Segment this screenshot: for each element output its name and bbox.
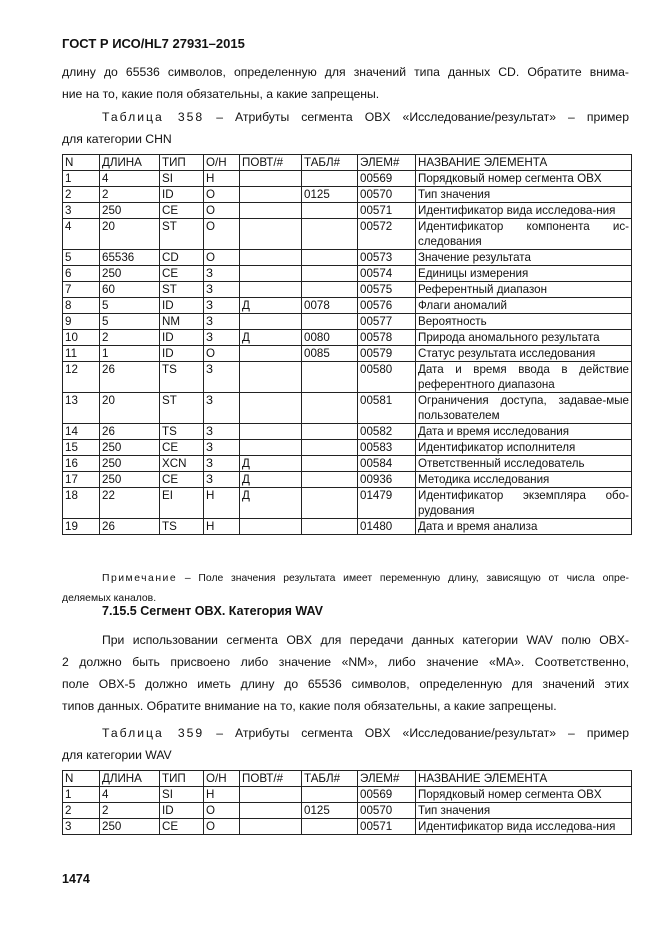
table-cell: [302, 171, 358, 187]
table-cell: 00936: [358, 472, 416, 488]
table-cell: [302, 519, 358, 535]
table-cell: 00571: [358, 203, 416, 219]
table-row: [63, 314, 632, 330]
table-row: [63, 346, 632, 362]
table-row: [63, 298, 632, 314]
table-cell: [240, 282, 302, 298]
table-cell: 3: [63, 819, 100, 835]
table-cell: О: [204, 346, 240, 362]
column-header: N: [63, 771, 100, 787]
table-cell: 0078: [302, 298, 358, 314]
table-cell: О: [204, 203, 240, 219]
table-cell: О: [204, 250, 240, 266]
table-cell: EI: [160, 488, 204, 519]
table-cell: Д: [240, 472, 302, 488]
table-header-row: [63, 771, 632, 787]
table-cell: 1: [100, 346, 160, 362]
table-cell: Порядковый номер сегмента OBX: [416, 787, 632, 803]
table-cell: 5: [100, 298, 160, 314]
table-cell: [302, 362, 358, 393]
table-cell: 20: [100, 219, 160, 250]
intro-line-1: длину до 65536 символов, определенную для значений типа данных CD. Обратите внима-: [62, 65, 629, 79]
table-cell: З: [204, 362, 240, 393]
table-cell: [302, 472, 358, 488]
table-cell: ID: [160, 346, 204, 362]
table-cell: [240, 393, 302, 424]
table-cell: Единицы измерения: [416, 266, 632, 282]
table-cell: [302, 250, 358, 266]
table-cell: 4: [100, 787, 160, 803]
table-cell: 00582: [358, 424, 416, 440]
table-cell: Дата и время исследования: [416, 424, 632, 440]
table-cell: 2: [63, 187, 100, 203]
table-cell: [240, 250, 302, 266]
table-cell: З: [204, 424, 240, 440]
table-cell: 15: [63, 440, 100, 456]
column-header: ПОВТ/#: [240, 771, 302, 787]
table-row: [63, 219, 632, 250]
table-cell: [240, 519, 302, 535]
table-cell: [240, 171, 302, 187]
table-row: [63, 250, 632, 266]
table-359-title: – Атрибуты сегмента OBX «Исследование/результат» – пример: [204, 726, 629, 740]
table-359: [62, 770, 632, 835]
table-cell: Д: [240, 298, 302, 314]
table-cell: [240, 203, 302, 219]
table-row: [63, 330, 632, 346]
table-cell: 11: [63, 346, 100, 362]
table-cell: TS: [160, 519, 204, 535]
table-cell: 00579: [358, 346, 416, 362]
table-cell: О: [204, 803, 240, 819]
table-cell: [240, 819, 302, 835]
table-cell: 2: [100, 330, 160, 346]
table-cell: 00570: [358, 803, 416, 819]
table-cell: [302, 266, 358, 282]
column-header: N: [63, 155, 100, 171]
table-cell: 14: [63, 424, 100, 440]
table-cell: ST: [160, 393, 204, 424]
table-359-caption-line2: для категории WAV: [62, 748, 172, 762]
table-cell: 00581: [358, 393, 416, 424]
table-cell: [302, 393, 358, 424]
column-header: ДЛИНА: [100, 155, 160, 171]
table-cell: 2: [63, 803, 100, 819]
table-cell: 250: [100, 819, 160, 835]
document-header: ГОСТ Р ИСО/HL7 27931–2015: [62, 36, 245, 51]
body-line-1: При использовании сегмента OBX для передачи данных категории WAV полю OBX-: [102, 633, 629, 647]
table-cell: Статус результата исследования: [416, 346, 632, 362]
table-row: [63, 362, 632, 393]
column-header: О/Н: [204, 155, 240, 171]
table-cell: З: [204, 440, 240, 456]
table-cell: CE: [160, 440, 204, 456]
column-header: О/Н: [204, 771, 240, 787]
intro-line-2: ние на то, какие поля обязательны, а какие запрещены.: [62, 87, 380, 101]
table-cell: 19: [63, 519, 100, 535]
column-header: ЭЛЕМ#: [358, 771, 416, 787]
table-cell: 16: [63, 456, 100, 472]
table-cell: 17: [63, 472, 100, 488]
table-cell: 00578: [358, 330, 416, 346]
table-cell: [240, 346, 302, 362]
table-cell: CE: [160, 472, 204, 488]
table-cell: [302, 819, 358, 835]
table-cell: Идентификатор вида исследова-ния: [416, 819, 632, 835]
intro-paragraph: [62, 61, 629, 105]
table-cell: Д: [240, 488, 302, 519]
table-cell: 2: [100, 187, 160, 203]
table-cell: 4: [63, 219, 100, 250]
table-cell: 65536: [100, 250, 160, 266]
table-cell: 8: [63, 298, 100, 314]
table-cell: 250: [100, 203, 160, 219]
table-cell: Идентификатор компонента ис-следования: [416, 219, 632, 250]
table-row: [63, 171, 632, 187]
table-cell: Референтный диапазон: [416, 282, 632, 298]
table-cell: Н: [204, 519, 240, 535]
table-cell: Идентификатор исполнителя: [416, 440, 632, 456]
table-cell: Ограничения доступа, задавае-мые пользователем: [416, 393, 632, 424]
column-header: ДЛИНА: [100, 771, 160, 787]
table-cell: Н: [204, 787, 240, 803]
table-358-caption-line2: для категории CHN: [62, 132, 172, 146]
table-cell: 2: [100, 803, 160, 819]
column-header: ЭЛЕМ#: [358, 155, 416, 171]
table-cell: [302, 203, 358, 219]
table-cell: 5: [63, 250, 100, 266]
table-cell: [302, 314, 358, 330]
note-label: Примечание: [102, 573, 178, 584]
table-cell: 250: [100, 456, 160, 472]
table-cell: 0080: [302, 330, 358, 346]
table-cell: NM: [160, 314, 204, 330]
table-cell: 0125: [302, 187, 358, 203]
table-359-label: Таблица 359: [102, 726, 205, 740]
table-cell: [240, 314, 302, 330]
table-cell: CE: [160, 819, 204, 835]
table-row: [63, 203, 632, 219]
table-358-title: – Атрибуты сегмента OBX «Исследование/результат» – пример: [204, 110, 629, 124]
table-row: [63, 519, 632, 535]
table-cell: [302, 456, 358, 472]
table-cell: Н: [204, 488, 240, 519]
table-cell: З: [204, 314, 240, 330]
table-row: [63, 440, 632, 456]
table-cell: 00569: [358, 787, 416, 803]
table-cell: Флаги аномалий: [416, 298, 632, 314]
table-cell: ST: [160, 282, 204, 298]
table-cell: 00571: [358, 819, 416, 835]
table-cell: 18: [63, 488, 100, 519]
table-cell: Дата и время ввода в действие референтного диапазона: [416, 362, 632, 393]
table-cell: О: [204, 219, 240, 250]
table-358-label: Таблица 358: [102, 110, 205, 124]
table-cell: З: [204, 393, 240, 424]
table-cell: [302, 219, 358, 250]
table-cell: 00583: [358, 440, 416, 456]
table-cell: З: [204, 472, 240, 488]
table-cell: 01479: [358, 488, 416, 519]
table-cell: 1: [63, 787, 100, 803]
table-row: [63, 819, 632, 835]
table-cell: CE: [160, 266, 204, 282]
table-row: [63, 266, 632, 282]
table-cell: TS: [160, 424, 204, 440]
table-cell: [240, 424, 302, 440]
table-cell: Д: [240, 456, 302, 472]
table-row: [63, 424, 632, 440]
table-cell: 9: [63, 314, 100, 330]
table-cell: З: [204, 298, 240, 314]
table-cell: 250: [100, 440, 160, 456]
table-cell: З: [204, 456, 240, 472]
table-cell: [302, 282, 358, 298]
table-cell: О: [204, 187, 240, 203]
table-cell: ID: [160, 187, 204, 203]
table-cell: 12: [63, 362, 100, 393]
section-title: 7.15.5 Сегмент OBX. Категория WAV: [102, 604, 323, 618]
table-cell: ID: [160, 298, 204, 314]
table-cell: [302, 424, 358, 440]
table-cell: SI: [160, 787, 204, 803]
table-cell: TS: [160, 362, 204, 393]
table-cell: 0125: [302, 803, 358, 819]
table-cell: 01480: [358, 519, 416, 535]
table-cell: 22: [100, 488, 160, 519]
table-cell: З: [204, 266, 240, 282]
table-cell: З: [204, 282, 240, 298]
table-cell: [240, 362, 302, 393]
table-cell: З: [204, 330, 240, 346]
table-note: [62, 569, 629, 609]
table-cell: 00574: [358, 266, 416, 282]
table-cell: 00570: [358, 187, 416, 203]
table-header-row: [63, 155, 632, 171]
table-cell: ID: [160, 330, 204, 346]
table-cell: [240, 266, 302, 282]
column-header: ТИП: [160, 155, 204, 171]
table-row: [63, 488, 632, 519]
note-text: – Поле значения результата имеет переменную длину, зависящую от числа опре-: [177, 573, 629, 584]
table-cell: 7: [63, 282, 100, 298]
table-cell: Идентификатор вида исследова-ния: [416, 203, 632, 219]
table-cell: 00572: [358, 219, 416, 250]
body-line-4: типов данных. Обратите внимание на то, какие поля обязательны, а какие запрещены.: [62, 699, 557, 713]
table-cell: Вероятность: [416, 314, 632, 330]
column-header: ТАБЛ#: [302, 155, 358, 171]
table-cell: 26: [100, 362, 160, 393]
table-cell: Порядковый номер сегмента OBX: [416, 171, 632, 187]
table-row: [63, 456, 632, 472]
column-header: ТАБЛ#: [302, 771, 358, 787]
table-cell: 5: [100, 314, 160, 330]
table-row: [63, 393, 632, 424]
table-cell: 20: [100, 393, 160, 424]
table-cell: [302, 488, 358, 519]
table-cell: 00576: [358, 298, 416, 314]
table-cell: Д: [240, 330, 302, 346]
table-cell: 10: [63, 330, 100, 346]
table-row: [63, 282, 632, 298]
table-row: [63, 472, 632, 488]
table-cell: 00584: [358, 456, 416, 472]
table-cell: 00575: [358, 282, 416, 298]
table-cell: 4: [100, 171, 160, 187]
table-cell: 60: [100, 282, 160, 298]
table-cell: Дата и время анализа: [416, 519, 632, 535]
table-cell: Ответственный исследователь: [416, 456, 632, 472]
table-cell: [240, 803, 302, 819]
table-cell: 00580: [358, 362, 416, 393]
table-cell: CD: [160, 250, 204, 266]
table-cell: Методика исследования: [416, 472, 632, 488]
table-cell: [240, 187, 302, 203]
table-cell: ID: [160, 803, 204, 819]
table-cell: 00569: [358, 171, 416, 187]
table-359-caption: [62, 722, 629, 766]
table-cell: 250: [100, 472, 160, 488]
table-cell: 250: [100, 266, 160, 282]
body-line-2: 2 должно быть присвоено либо значение «NM», либо значение «MA». Соответственно,: [62, 655, 629, 669]
table-cell: [302, 440, 358, 456]
table-cell: Природа аномального результата: [416, 330, 632, 346]
table-cell: Н: [204, 171, 240, 187]
table-cell: 13: [63, 393, 100, 424]
body-line-3: поле OBX-5 должно иметь длину до 65536 символов, определенную для значений этих: [62, 677, 629, 691]
page-number: 1474: [62, 872, 90, 886]
table-cell: 1: [63, 171, 100, 187]
table-cell: 26: [100, 519, 160, 535]
column-header: НАЗВАНИЕ ЭЛЕМЕНТА: [416, 155, 632, 171]
table-358-caption: [62, 106, 629, 150]
body-paragraph: [62, 629, 629, 717]
table-row: [63, 803, 632, 819]
column-header: НАЗВАНИЕ ЭЛЕМЕНТА: [416, 771, 632, 787]
table-cell: 00573: [358, 250, 416, 266]
table-cell: Тип значения: [416, 187, 632, 203]
table-cell: ST: [160, 219, 204, 250]
table-cell: 26: [100, 424, 160, 440]
column-header: ТИП: [160, 771, 204, 787]
table-cell: SI: [160, 171, 204, 187]
table-cell: О: [204, 819, 240, 835]
table-cell: [240, 787, 302, 803]
table-cell: 00577: [358, 314, 416, 330]
table-cell: XCN: [160, 456, 204, 472]
table-358: [62, 154, 632, 535]
table-cell: [302, 787, 358, 803]
note-line-2: деляемых каналов.: [62, 593, 157, 604]
table-cell: Тип значения: [416, 803, 632, 819]
table-row: [63, 187, 632, 203]
table-cell: 3: [63, 203, 100, 219]
table-cell: 0085: [302, 346, 358, 362]
table-cell: 6: [63, 266, 100, 282]
table-cell: CE: [160, 203, 204, 219]
table-cell: Идентификатор экземпляра обо-рудования: [416, 488, 632, 519]
table-cell: Значение результата: [416, 250, 632, 266]
column-header: ПОВТ/#: [240, 155, 302, 171]
table-row: [63, 787, 632, 803]
table-cell: [240, 440, 302, 456]
table-cell: [240, 219, 302, 250]
